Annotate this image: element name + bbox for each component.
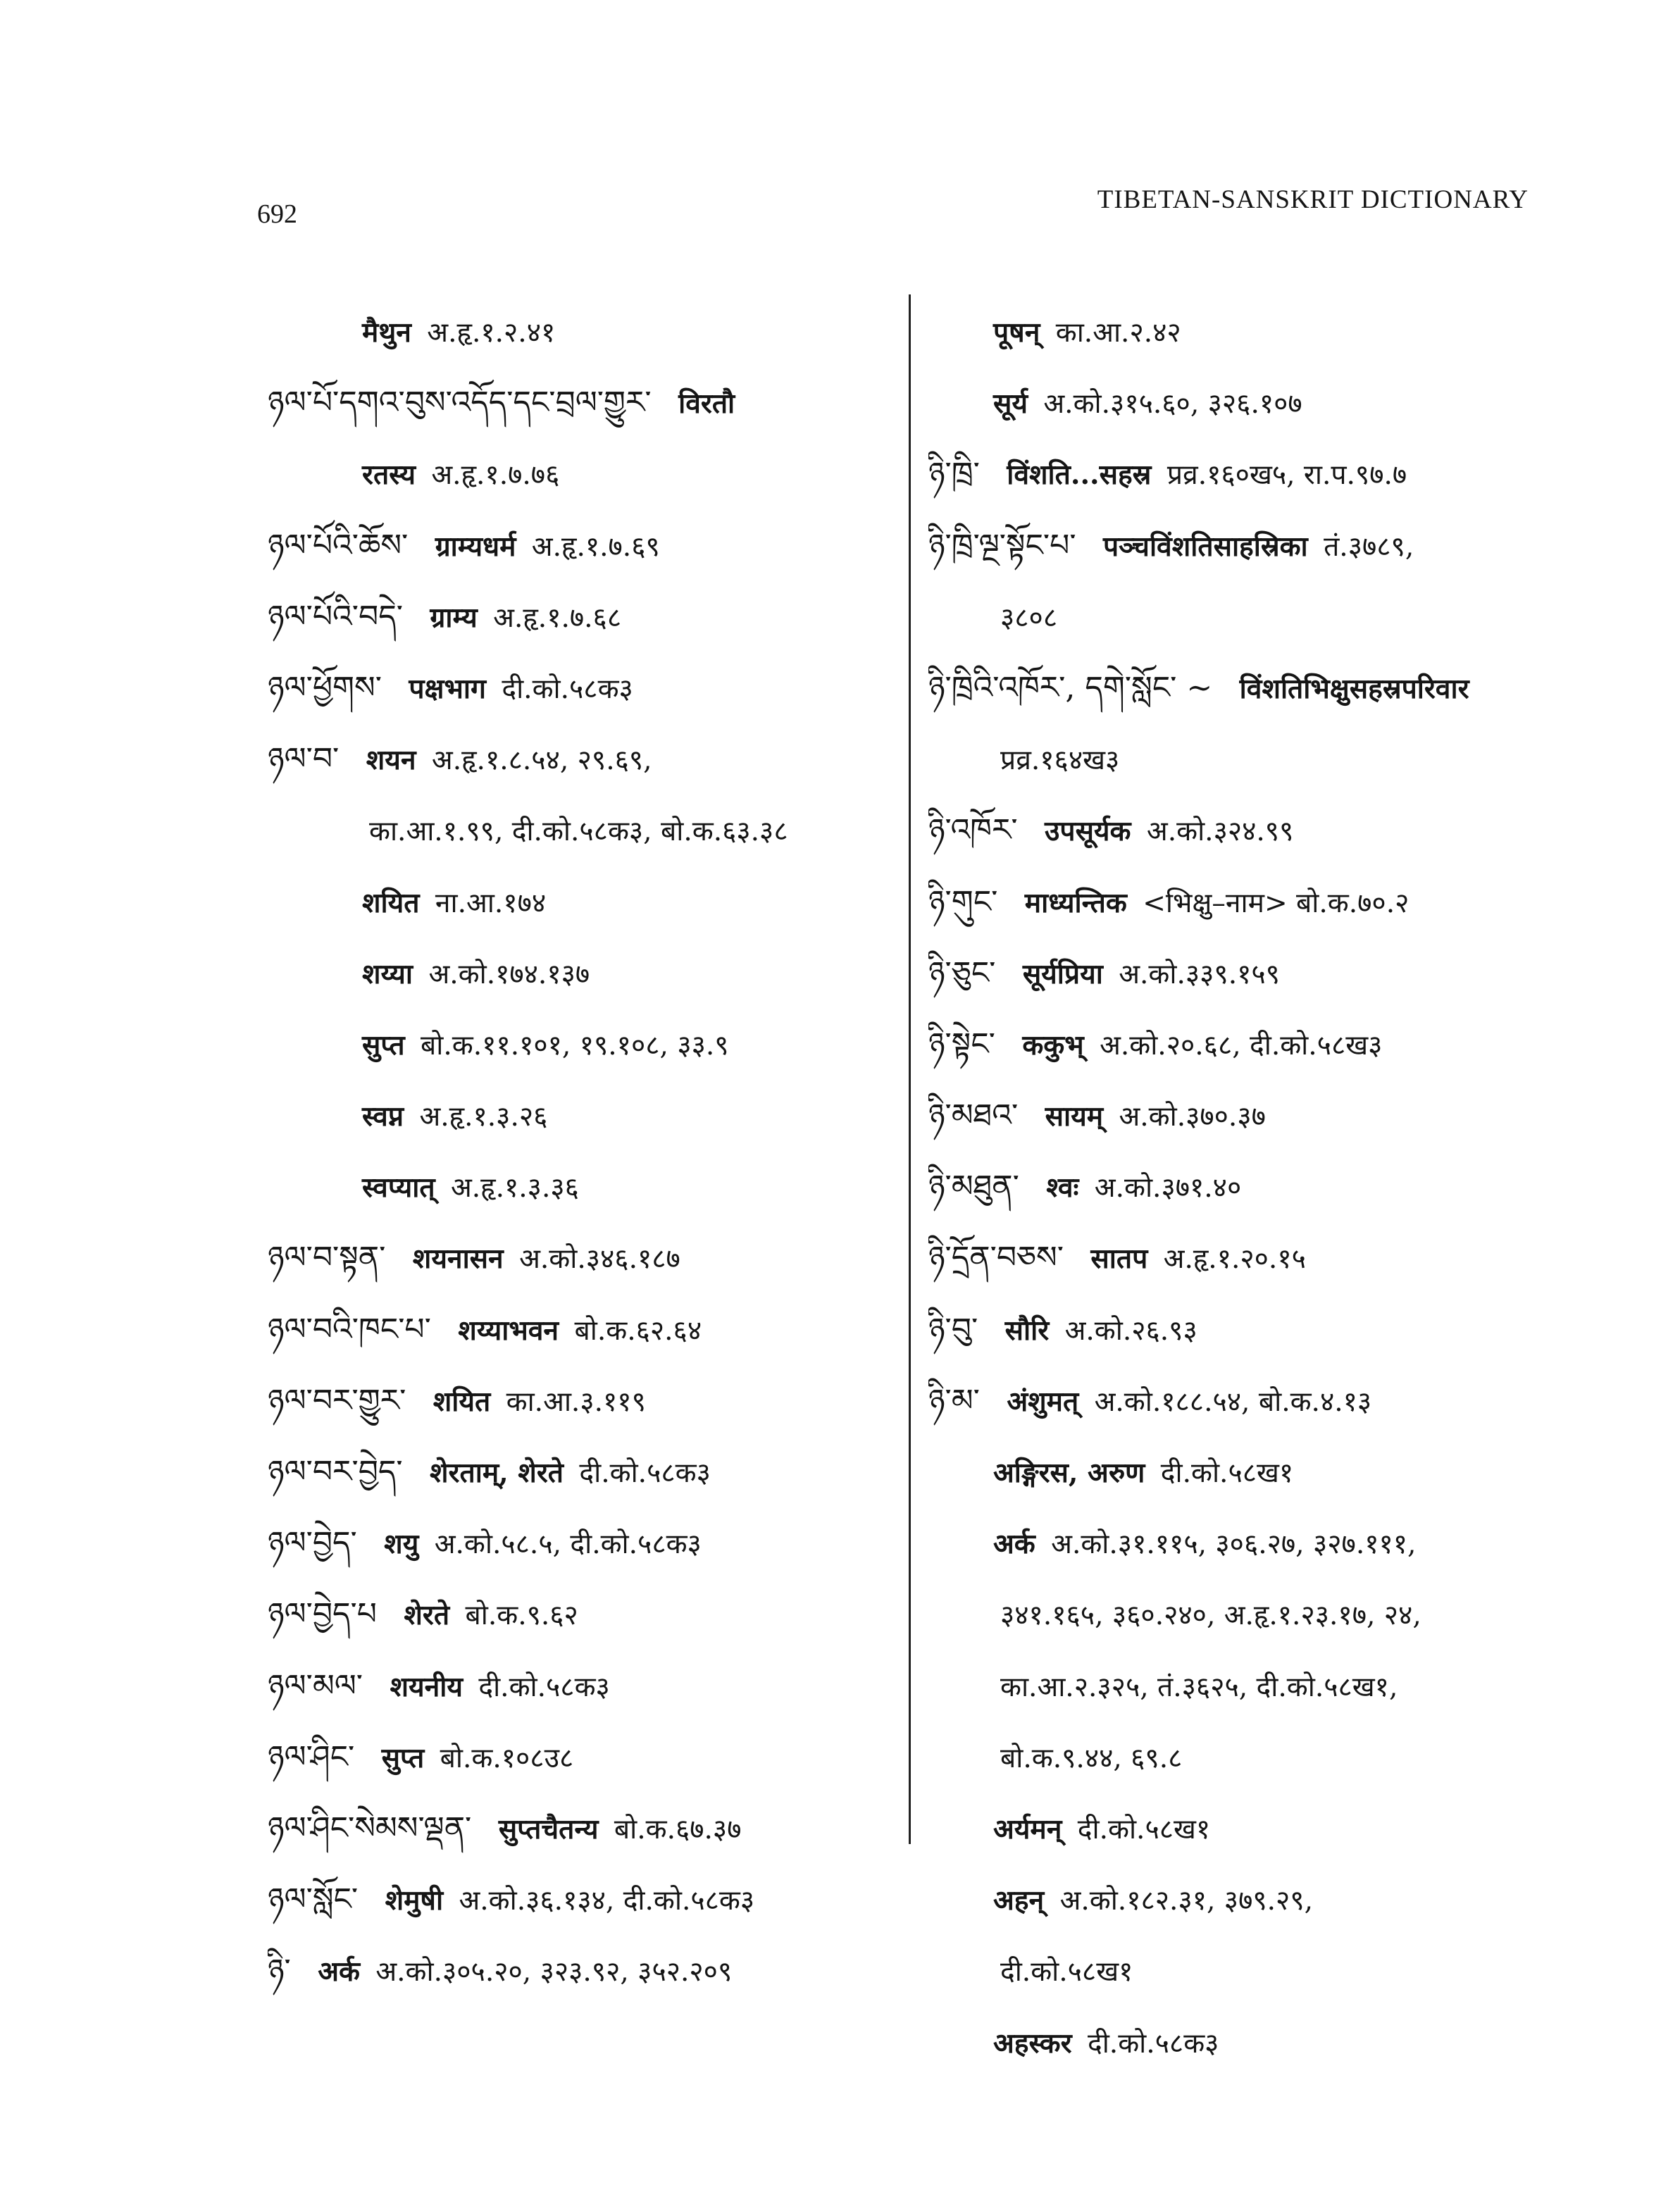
sanskrit-term: सूर्यप्रिया bbox=[1022, 957, 1103, 990]
dictionary-line bbox=[928, 938, 1562, 1009]
source-reference: बो.क.११.१०१, १९.१०८, ३३.९ bbox=[421, 1029, 729, 1061]
tibetan-headword: ཉི་ཁྲིའི་འཁོར་, དགེ་སློང་ ~ bbox=[928, 669, 1213, 706]
sanskrit-term: पूषन् bbox=[993, 316, 1040, 349]
dictionary-line bbox=[928, 581, 1562, 652]
source-reference: अ.हृ.१.७.७६ bbox=[431, 459, 560, 492]
sanskrit-term: अङ्गिरस, अरुण bbox=[993, 1457, 1145, 1489]
source-reference: अ.को.३१५.६०, ३२६.१०७ bbox=[1043, 388, 1302, 421]
dictionary-line bbox=[268, 795, 902, 866]
source-reference: अ.को.१७४.१३७ bbox=[428, 958, 590, 990]
source-reference: <भिक्षु–नाम> बो.क.७०.२ bbox=[1143, 887, 1410, 919]
dictionary-line bbox=[268, 438, 902, 509]
dictionary-line bbox=[928, 1294, 1562, 1365]
source-reference: अ.हृ.१.३.२६ bbox=[419, 1101, 548, 1133]
dictionary-line bbox=[928, 1009, 1562, 1080]
dictionary-line bbox=[268, 1009, 902, 1080]
dictionary-line bbox=[928, 1365, 1562, 1436]
tibetan-headword: ཉལ་ཤིང་ bbox=[268, 1738, 355, 1775]
tibetan-headword: ཉི་འཁོར་ bbox=[928, 812, 1018, 849]
source-reference: दी.को.५८क३ bbox=[478, 1671, 610, 1703]
tibetan-headword: ཉི་བུ་ bbox=[928, 1311, 978, 1347]
sanskrit-term: शयित bbox=[433, 1385, 491, 1418]
sanskrit-term: अर्क bbox=[993, 1528, 1035, 1561]
dictionary-line bbox=[268, 510, 902, 581]
sanskrit-term: सौरि bbox=[1004, 1314, 1050, 1347]
dictionary-line bbox=[928, 367, 1562, 438]
dictionary-line bbox=[268, 1864, 902, 1935]
dictionary-line bbox=[928, 866, 1562, 938]
dictionary-line bbox=[268, 723, 902, 795]
tibetan-headword: ཉལ་ཕྱོགས་ bbox=[268, 669, 382, 706]
sanskrit-term: सुप्तचैतन्य bbox=[498, 1812, 599, 1845]
sanskrit-term: शयनीय bbox=[390, 1670, 463, 1703]
tibetan-headword: ཉི་སྟེང་ bbox=[928, 1026, 995, 1062]
dictionary-line bbox=[268, 1722, 902, 1793]
source-reference: अ.हृ.१.२०.१५ bbox=[1163, 1243, 1306, 1276]
dictionary-line bbox=[928, 1722, 1562, 1793]
sanskrit-term: मैथुन bbox=[362, 316, 411, 349]
source-reference: अ.को.३७०.३७ bbox=[1119, 1101, 1266, 1133]
source-reference: अ.को.३३९.१५९ bbox=[1119, 958, 1280, 990]
tibetan-headword: ཉལ་བའི་ཁང་པ་ bbox=[268, 1311, 431, 1347]
sanskrit-term: अहस्कर bbox=[993, 2026, 1072, 2060]
dictionary-line bbox=[268, 296, 902, 367]
source-reference: अ.को.२६.९३ bbox=[1064, 1314, 1197, 1347]
sanskrit-term: अंशुमत् bbox=[1007, 1385, 1079, 1418]
dictionary-line bbox=[928, 1222, 1562, 1293]
dictionary-line bbox=[268, 367, 902, 438]
tibetan-headword: ཉི་ཅུང་ bbox=[928, 954, 996, 991]
dictionary-line bbox=[928, 1436, 1562, 1507]
dictionary-line bbox=[928, 723, 1562, 795]
right-column bbox=[928, 296, 1562, 2078]
dictionary-line bbox=[928, 1507, 1562, 1579]
tibetan-headword: ཉལ་སློང་ bbox=[268, 1881, 359, 1918]
source-reference: अ.को.३६.१३४, दी.को.५८क३ bbox=[459, 1885, 755, 1917]
dictionary-line bbox=[928, 795, 1562, 866]
source-reference: अ.हृ.१.२.४१ bbox=[427, 317, 556, 349]
source-reference: अ.को.१८२.३१, ३७९.२९, bbox=[1059, 1885, 1313, 1917]
source-reference: दी.को.५८ख१ bbox=[1077, 1813, 1211, 1845]
sanskrit-term: शेरते bbox=[404, 1599, 450, 1632]
source-reference: अ.हृ.१.७.६८ bbox=[493, 602, 622, 634]
sanskrit-term: उपसूर्यक bbox=[1045, 815, 1131, 848]
sanskrit-term: श्वः bbox=[1046, 1171, 1079, 1204]
dictionary-line bbox=[928, 438, 1562, 509]
tibetan-headword: ཉི་ཁྲི་ལྔ་སྟོང་པ་ bbox=[928, 527, 1076, 564]
source-reference: दी.को.५८ख१ bbox=[1160, 1457, 1294, 1489]
sanskrit-term: सातप bbox=[1090, 1243, 1148, 1276]
source-reference: अ.को.३४६.१८७ bbox=[519, 1243, 680, 1276]
sanskrit-term: ग्राम्य bbox=[430, 601, 478, 634]
dictionary-line bbox=[928, 296, 1562, 367]
source-reference: दी.को.५८ख१ bbox=[1000, 1956, 1133, 1988]
sanskrit-term: विंशति...सहस्र bbox=[1007, 459, 1152, 492]
dictionary-line bbox=[928, 652, 1562, 723]
sanskrit-term: शयनासन bbox=[412, 1243, 504, 1276]
dictionary-line bbox=[928, 510, 1562, 581]
dictionary-line bbox=[928, 1151, 1562, 1222]
source-reference: दी.को.५८क३ bbox=[1088, 2027, 1219, 2060]
tibetan-headword: ཉི་ཁྲི་ bbox=[928, 456, 980, 492]
sanskrit-term: स्वप्यात् bbox=[362, 1171, 435, 1204]
dictionary-line bbox=[928, 2007, 1562, 2078]
source-reference: अ.को.३०५.२०, ३२३.९२, ३५२.२०९ bbox=[375, 1956, 733, 1988]
dictionary-line bbox=[928, 1935, 1562, 2006]
dictionary-line bbox=[268, 938, 902, 1009]
dictionary-line bbox=[268, 1579, 902, 1650]
source-reference: बो.क.९.६२ bbox=[465, 1600, 578, 1632]
source-reference: का.आ.२.४२ bbox=[1055, 317, 1181, 349]
sanskrit-term: सुप्त bbox=[362, 1028, 405, 1061]
dictionary-line bbox=[268, 866, 902, 938]
source-reference: तं.३७८९, bbox=[1324, 530, 1414, 563]
tibetan-headword: ཉི་དྲོན་བཅས་ bbox=[928, 1240, 1064, 1276]
dictionary-line bbox=[268, 1793, 902, 1864]
tibetan-headword: ཉལ་མལ་ bbox=[268, 1667, 363, 1704]
dictionary-line bbox=[928, 1080, 1562, 1151]
dictionary-line bbox=[268, 581, 902, 652]
sanskrit-term: माध्यन्तिक bbox=[1024, 886, 1127, 919]
sanskrit-term: विरतौ bbox=[678, 387, 735, 421]
sanskrit-term: अर्यमन् bbox=[993, 1812, 1062, 1845]
source-reference: ना.आ.१७४ bbox=[435, 887, 547, 919]
dictionary-line bbox=[268, 1151, 902, 1222]
sanskrit-term: अहन् bbox=[993, 1884, 1045, 1917]
source-reference: बो.क.१०८उ८ bbox=[440, 1742, 574, 1774]
sanskrit-term: ग्राम्यधर्म bbox=[435, 530, 516, 563]
dictionary-line bbox=[928, 1793, 1562, 1864]
sanskrit-term: सुप्त bbox=[381, 1741, 425, 1774]
source-reference: अ.हृ.१.८.५४, २९.६९, bbox=[431, 745, 652, 777]
dictionary-line bbox=[928, 1579, 1562, 1650]
tibetan-headword: ཉལ་ཤིང་སེམས་ལྡན་ bbox=[268, 1810, 472, 1846]
tibetan-headword: ཉི་མཐའ་ bbox=[928, 1097, 1019, 1134]
tibetan-headword: ཉལ་བྱེད་ bbox=[268, 1525, 357, 1562]
source-reference: ३८०८ bbox=[1000, 602, 1058, 634]
dictionary-line bbox=[928, 1650, 1562, 1722]
source-reference: प्रव्र.१६०ख५, रा.प.९७.७ bbox=[1166, 459, 1407, 492]
sanskrit-term: स्वप्न bbox=[362, 1100, 404, 1133]
dictionary-line bbox=[268, 1507, 902, 1579]
tibetan-headword: ཉལ་བར་གྱུར་ bbox=[268, 1382, 406, 1419]
dictionary-line bbox=[268, 1080, 902, 1151]
sanskrit-term: पञ्चविंशतिसाहस्रिका bbox=[1103, 530, 1308, 563]
source-reference: अ.को.३१.११५, ३०६.२७, ३२७.१११, bbox=[1051, 1529, 1417, 1561]
tibetan-headword: ཉི་མཐུན་ bbox=[928, 1169, 1019, 1205]
source-reference: अ.को.३२४.९९ bbox=[1146, 816, 1294, 848]
sanskrit-term: रतस्य bbox=[362, 459, 416, 492]
source-reference: दी.को.५८क३ bbox=[579, 1457, 711, 1489]
tibetan-headword: ཉི་མ་ bbox=[928, 1382, 980, 1419]
sanskrit-term: अर्क bbox=[318, 1955, 360, 1988]
sanskrit-term: सायम् bbox=[1045, 1100, 1104, 1133]
column-divider bbox=[909, 294, 911, 1844]
source-reference: दी.को.५८क३ bbox=[502, 673, 633, 705]
source-reference: अ.हृ.१.७.६९ bbox=[531, 530, 660, 563]
source-reference: अ.को.१८८.५४, बो.क.४.१३ bbox=[1094, 1386, 1372, 1418]
left-column bbox=[268, 296, 902, 2007]
source-reference: का.आ.३.११९ bbox=[506, 1386, 646, 1418]
sanskrit-term: सूर्य bbox=[993, 387, 1028, 421]
tibetan-headword: ཉལ་བ་ bbox=[268, 741, 340, 778]
sanskrit-term: पक्षभाग bbox=[409, 672, 486, 705]
sanskrit-term: शय्या bbox=[362, 957, 413, 990]
tibetan-headword: ཉལ་པོའི་ཆོས་ bbox=[268, 527, 409, 564]
source-reference: बो.क.६७.३७ bbox=[614, 1813, 742, 1845]
sanskrit-term: ककुभ् bbox=[1022, 1028, 1084, 1061]
source-reference: अ.को.५८.५, दी.को.५८क३ bbox=[434, 1529, 702, 1561]
sanskrit-term: विंशतिभिक्षुसहस्रपरिवार bbox=[1239, 672, 1469, 705]
tibetan-headword: ཉལ་པོའི་བདེ་ bbox=[268, 598, 403, 635]
source-reference: अ.को.२०.६८, दी.को.५८ख३ bbox=[1100, 1029, 1383, 1061]
sanskrit-term: शेमुषी bbox=[385, 1884, 444, 1917]
sanskrit-term: शयन bbox=[366, 744, 416, 777]
dictionary-line bbox=[268, 1650, 902, 1722]
source-reference: ३४१.१६५, ३६०.२४०, अ.हृ.१.२३.१७, २४, bbox=[1000, 1600, 1421, 1632]
source-reference: बो.क.९.४४, ६९.८ bbox=[1000, 1742, 1183, 1774]
source-reference: बो.क.६२.६४ bbox=[574, 1314, 702, 1347]
dictionary-line bbox=[268, 1436, 902, 1507]
tibetan-headword: ཉི་གུང་ bbox=[928, 883, 998, 920]
sanskrit-term: शेरताम्, शेरते bbox=[430, 1457, 564, 1489]
dictionary-line bbox=[928, 1864, 1562, 1935]
dictionary-line bbox=[268, 1294, 902, 1365]
source-reference: का.आ.२.३२५, तं.३६२५, दी.को.५८ख१, bbox=[1000, 1671, 1398, 1703]
source-reference: अ.को.३७१.४० bbox=[1094, 1172, 1242, 1204]
source-reference: प्रव्र.१६४ख३ bbox=[1000, 745, 1120, 777]
dictionary-line bbox=[268, 1222, 902, 1293]
sanskrit-term: शयु bbox=[384, 1528, 419, 1561]
dictionary-line bbox=[268, 1365, 902, 1436]
source-reference: अ.हृ.१.३.३६ bbox=[450, 1172, 579, 1204]
tibetan-headword: ཉལ་བར་བྱེད་ bbox=[268, 1454, 403, 1490]
dictionary-line bbox=[268, 1935, 902, 2006]
tibetan-headword: ཉི་ bbox=[268, 1953, 291, 1989]
sanskrit-term: शयित bbox=[362, 886, 420, 919]
source-reference: का.आ.१.९९, दी.को.५८क३, बो.क.६३.३८ bbox=[369, 816, 788, 848]
page-number: 692 bbox=[257, 199, 297, 229]
running-title: TIBETAN-SANSKRIT DICTIONARY bbox=[1097, 185, 1529, 214]
dictionary-line bbox=[268, 652, 902, 723]
tibetan-headword: ཉལ་བྱེད་པ bbox=[268, 1596, 377, 1633]
sanskrit-term: शय्याभवन bbox=[458, 1314, 559, 1347]
tibetan-headword: ཉལ་པོ་དགའ་བུས་འདོད་དང་བྲལ་གྱུར་ bbox=[268, 385, 652, 421]
tibetan-headword: ཉལ་བ་སྟན་ bbox=[268, 1240, 386, 1276]
